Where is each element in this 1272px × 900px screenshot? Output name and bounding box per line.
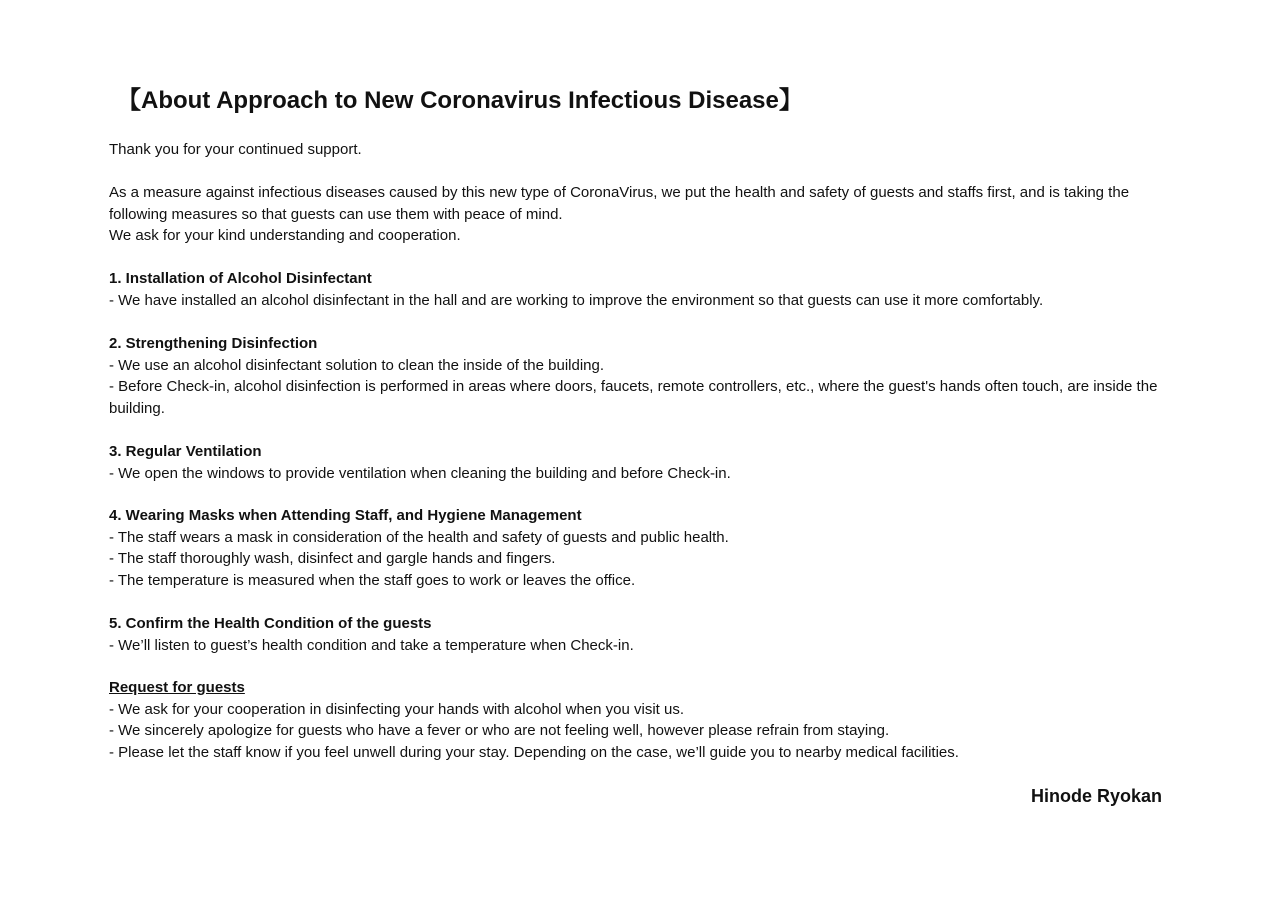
request-heading: Request for guests	[109, 679, 245, 696]
section-3	[109, 441, 1169, 484]
section-line: - We’ll listen to guest’s health condition and take a temperature when Check-in.	[109, 636, 634, 654]
section-heading: 2. Strengthening Disinfection	[109, 335, 318, 352]
signature: Hinode Ryokan	[1030, 786, 1162, 806]
section-line: - We have installed an alcohol disinfectant in the hall and are working to improve the environment so that guests can use it more comfortably.	[109, 291, 1044, 309]
section-1	[109, 268, 1169, 311]
section-line: - The staff thoroughly wash, disinfect and gargle hands and fingers.	[109, 550, 556, 568]
request-line: - We ask for your cooperation in disinfecting your hands with alcohol when you visit us.	[109, 700, 685, 718]
section-heading: 1. Installation of Alcohol Disinfectant	[109, 270, 372, 287]
section-4	[109, 505, 1169, 591]
section-5	[109, 613, 1169, 656]
section-2	[109, 333, 1169, 419]
greeting	[109, 139, 1169, 161]
section-heading: 4. Wearing Masks when Attending Staff, and Hygiene Management	[109, 507, 582, 524]
intro	[109, 182, 1169, 247]
page-title: 【About Approach to New Coronavirus Infectious Disease】	[117, 87, 803, 114]
request-line: - We sincerely apologize for guests who have a fever or who are not feeling well, however please refrain from staying.	[109, 722, 890, 740]
section-line: - The temperature is measured when the staff goes to work or leaves the office.	[109, 571, 636, 589]
section-heading: 5. Confirm the Health Condition of the guests	[109, 615, 432, 632]
request-line: - Please let the staff know if you feel unwell during your stay. Depending on the case, we’ll guide you to nearby medical facilities.	[109, 743, 959, 761]
section-line: - The staff wears a mask in consideration of the health and safety of guests and public health.	[109, 528, 729, 546]
greeting-text: Thank you for your continued support.	[109, 141, 362, 158]
request-section	[109, 677, 1169, 763]
section-heading: 3. Regular Ventilation	[109, 443, 262, 460]
section-line: - Before Check-in, alcohol disinfection is performed in areas where doors, faucets, remote controllers, etc., where the guest's hands often touch, are inside the building.	[109, 378, 1158, 417]
intro-request: We ask for your kind understanding and cooperation.	[109, 227, 461, 245]
intro-paragraph: As a measure against infectious diseases caused by this new type of CoronaVirus, we put the health and safety of guests and staffs first, and is taking the following measures so that guests can use them with peace of mind.	[109, 184, 1130, 223]
section-line: - We open the windows to provide ventilation when cleaning the building and before Check-in.	[109, 464, 731, 482]
section-line: - We use an alcohol disinfectant solution to clean the inside of the building.	[109, 356, 605, 374]
